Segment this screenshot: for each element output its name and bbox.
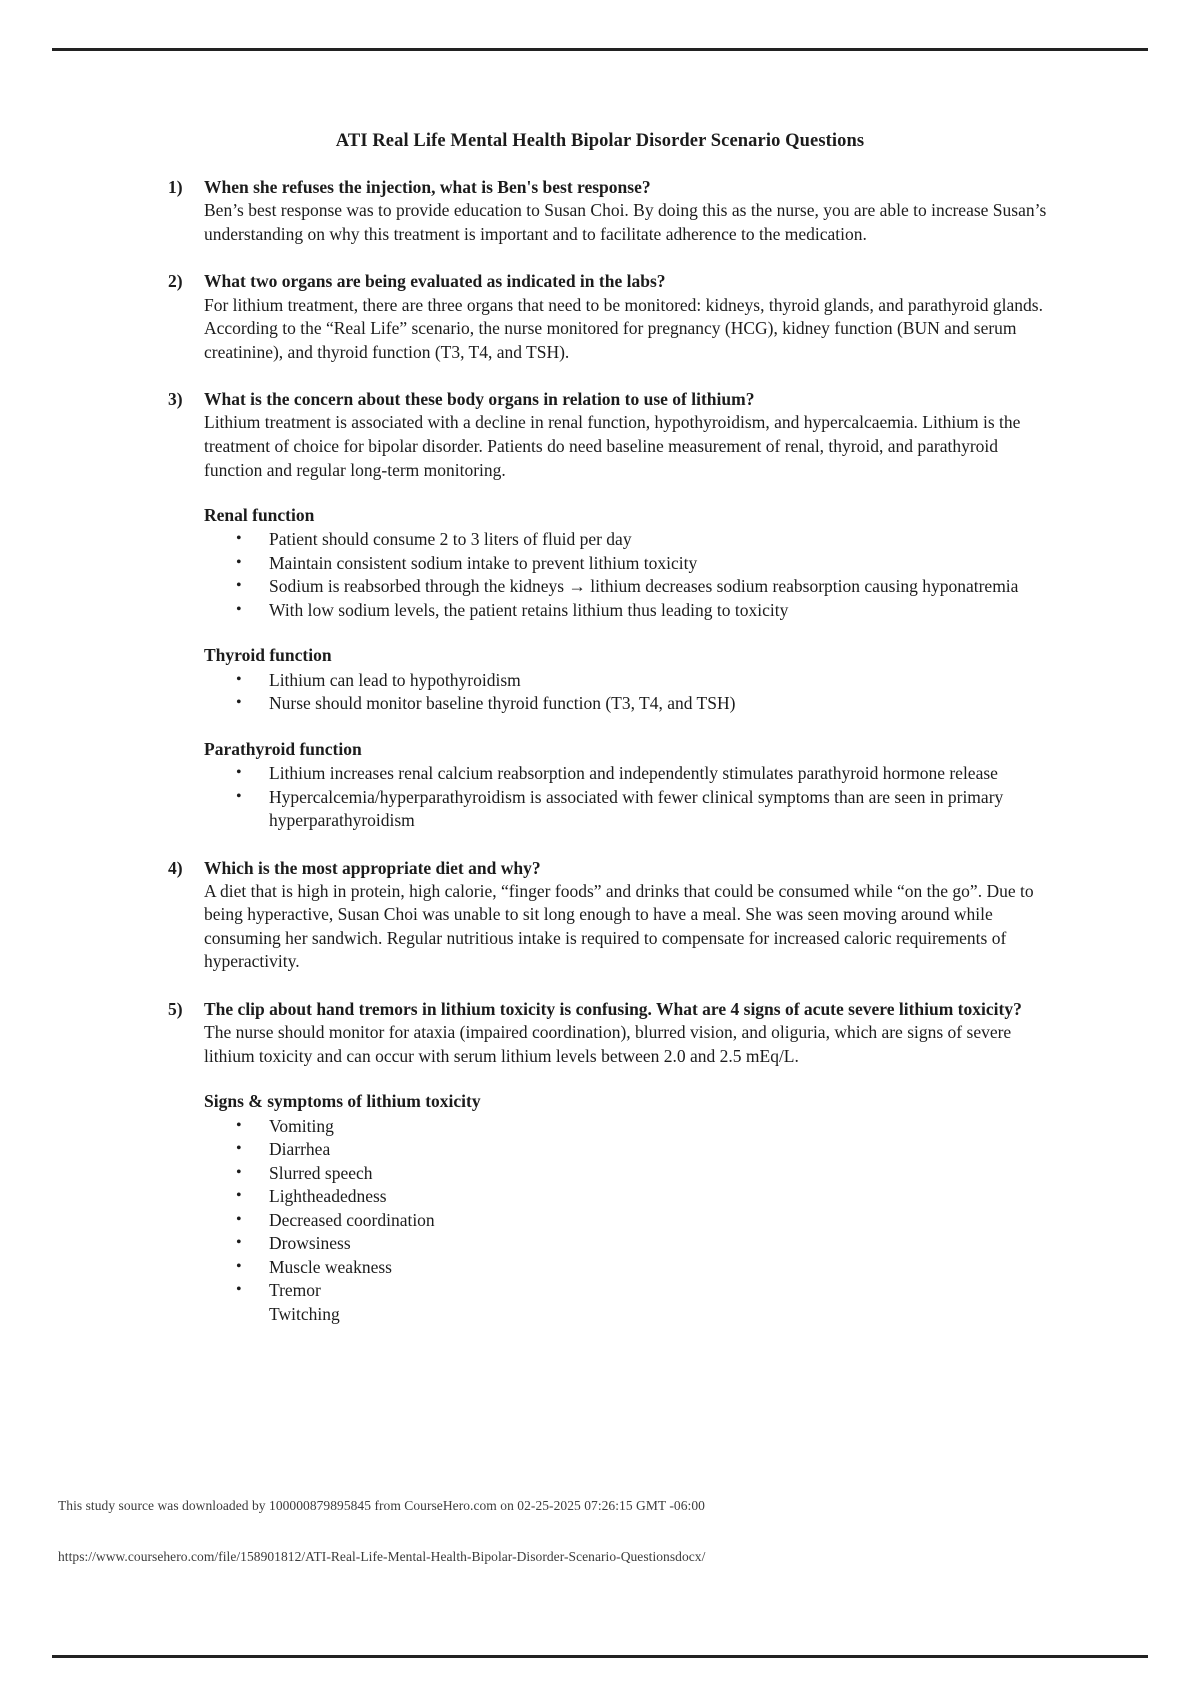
section-renal-function — [0, 504, 1200, 622]
list-item-label: Lightheadedness — [269, 1186, 387, 1207]
section-heading: Renal function — [204, 505, 315, 526]
question-item-3 — [0, 388, 1200, 482]
list-item-label: Lithium can lead to hypothyroidism — [269, 669, 521, 690]
bullet-icon: • — [236, 670, 242, 688]
list-item — [204, 1232, 1048, 1256]
question-item-4 — [0, 857, 1200, 974]
answer-text: Ben’s best response was to provide education to Susan Choi. By doing this as the nurse, you are able to increase Susan’s understanding on why this treatment is important and to facilitate adherence to the medication. — [204, 200, 1047, 244]
list-item-label: Muscle weakness — [269, 1256, 392, 1277]
bullet-icon: • — [236, 1187, 242, 1205]
list-item — [204, 1162, 1048, 1186]
list-item — [204, 1138, 1048, 1162]
question-number: 4) — [168, 857, 183, 878]
list-item — [204, 575, 1048, 599]
section-heading: Parathyroid function — [204, 738, 362, 759]
list-item-label: Nurse should monitor baseline thyroid function (T3, T4, and TSH) — [269, 693, 736, 714]
section-heading: Thyroid function — [204, 645, 332, 666]
bullet-icon: • — [236, 530, 242, 548]
list-item — [204, 1303, 1048, 1327]
list-item — [204, 692, 1048, 716]
list-item — [204, 552, 1048, 576]
bullet-icon: • — [236, 1116, 242, 1134]
parathyroid-bullet-list — [204, 762, 1048, 833]
bullet-icon: • — [236, 787, 242, 805]
question-item-5 — [0, 998, 1200, 1068]
list-item-label: Tremor — [269, 1280, 321, 1301]
list-item — [204, 1209, 1048, 1233]
question-number: 3) — [168, 389, 183, 410]
section-thyroid-function — [0, 644, 1200, 715]
bullet-icon: • — [236, 764, 242, 782]
list-item — [204, 599, 1048, 623]
list-item-label: Sodium is reabsorbed through the kidneys → lithium decreases sodium reabsorption causing hyponatremia — [269, 576, 1019, 597]
question-text: When she refuses the injection, what is Ben's best response? — [204, 177, 651, 197]
section-lithium-toxicity-signs — [0, 1090, 1200, 1326]
question-item-1 — [0, 176, 1200, 246]
question-text: The clip about hand tremors in lithium toxicity is confusing. What are 4 signs of acute severe lithium toxicity? — [204, 999, 1022, 1020]
renal-bullet-list — [204, 528, 1048, 622]
list-item-label: Diarrhea — [269, 1139, 331, 1160]
list-item — [204, 1279, 1048, 1303]
bullet-icon: • — [236, 600, 242, 618]
list-item-label: Lithium increases renal calcium reabsorption and independently stimulates parathyroid hormone release — [269, 763, 998, 784]
list-item — [204, 1115, 1048, 1139]
list-item-label: Twitching — [269, 1303, 340, 1324]
questions-list-continued — [0, 857, 1200, 1069]
list-item — [204, 528, 1048, 552]
list-item-label: Slurred speech — [269, 1162, 373, 1183]
section-heading: Signs & symptoms of lithium toxicity — [204, 1091, 481, 1112]
list-item-label: Maintain consistent sodium intake to prevent lithium toxicity — [269, 552, 698, 573]
bullet-icon: • — [236, 1210, 242, 1228]
questions-list — [0, 176, 1200, 482]
answer-text: A diet that is high in protein, high calorie, “finger foods” and drinks that could be consumed while “on the go”. Due to being hyperactive, Susan Choi was unable to sit long enough to have a meal. She was seen moving around while consuming her sandwich. Regular nutritious intake is required to compensate for increased caloric requirements of hyperactivity. — [204, 880, 1034, 972]
bullet-icon: • — [236, 553, 242, 571]
question-text: What is the concern about these body organs in relation to use of lithium? — [204, 389, 755, 410]
download-source-note: This study source was downloaded by 100000879895845 from CourseHero.com on 02-25-2025 07:26:15 GMT -06:00 — [58, 1498, 705, 1513]
question-number: 5) — [168, 999, 183, 1020]
question-item-2 — [0, 270, 1200, 364]
question-text: What two organs are being evaluated as indicated in the labs? — [204, 271, 666, 292]
list-item — [204, 762, 1048, 786]
list-item — [204, 669, 1048, 693]
section-parathyroid-function — [0, 738, 1200, 833]
list-item-label: Drowsiness — [269, 1233, 351, 1254]
list-item-label: Hypercalcemia/hyperparathyroidism is associated with fewer clinical symptoms than are seen in primary hyperparathyroidism — [269, 786, 1004, 831]
thyroid-bullet-list — [204, 669, 1048, 716]
page-bottom-rule — [52, 1655, 1148, 1658]
list-item-label: Decreased coordination — [269, 1209, 435, 1230]
question-text: Which is the most appropriate diet and why? — [204, 857, 541, 878]
answer-text: Lithium treatment is associated with a decline in renal function, hypothyroidism, and hypercalcaemia. Lithium is the treatment of choice for bipolar disorder. Patients do need baseline measurement of renal, thyroid, and parathyroid function and regular long-term monitoring. — [204, 412, 1021, 480]
question-number: 2) — [168, 271, 183, 292]
bullet-icon: • — [236, 1140, 242, 1158]
bullet-icon: • — [236, 1257, 242, 1275]
list-item-label: With low sodium levels, the patient retains lithium thus leading to toxicity — [269, 599, 789, 620]
toxicity-bullet-list — [204, 1115, 1048, 1327]
source-url: https://www.coursehero.com/file/158901812/ATI-Real-Life-Mental-Health-Bipolar-Disorder-Scenario-Questionsdocx/ — [58, 1549, 706, 1564]
list-item-label: Patient should consume 2 to 3 liters of fluid per day — [269, 529, 632, 550]
answer-text: For lithium treatment, there are three organs that need to be monitored: kidneys, thyroid glands, and parathyroid glands. According to the “Real Life” scenario, the nurse monitored for pregnancy (HCG), kidney function (BUN and serum creatinine), and thyroid function (T3, T4, and TSH). — [204, 294, 1043, 362]
bullet-icon: • — [236, 1234, 242, 1252]
page-title: ATI Real Life Mental Health Bipolar Disorder Scenario Questions — [335, 131, 865, 151]
bullet-icon: • — [236, 577, 242, 595]
bullet-icon: • — [236, 1281, 242, 1299]
question-number: 1) — [168, 177, 183, 197]
list-item — [204, 1185, 1048, 1209]
bullet-icon: • — [236, 1163, 242, 1181]
bullet-icon: • — [236, 694, 242, 712]
list-item — [204, 1256, 1048, 1280]
list-item — [204, 786, 1048, 833]
list-item-label: Vomiting — [269, 1115, 334, 1136]
answer-text: The nurse should monitor for ataxia (impaired coordination), blurred vision, and oliguria, which are signs of severe lithium toxicity and can occur with serum lithium levels between 2.0 and 2.5 mEq/L. — [204, 1022, 1012, 1066]
